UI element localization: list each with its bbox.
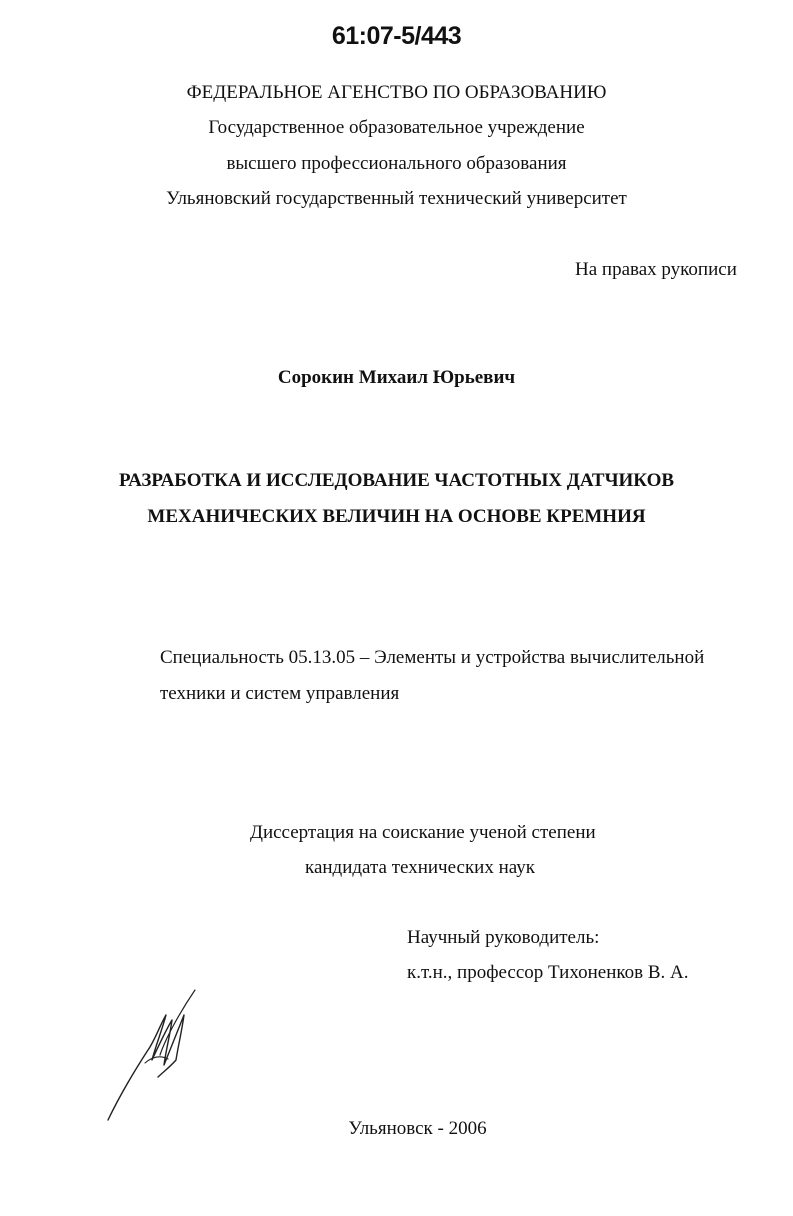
advisor-name: к.т.н., профессор Тихоненков В. А.: [407, 962, 689, 983]
thesis-title-line-2: МЕХАНИЧЕСКИХ ВЕЛИЧИН НА ОСНОВЕ КРЕМНИЯ: [147, 506, 646, 527]
agency-name: ФЕДЕРАЛЬНОЕ АГЕНСТВО ПО ОБРАЗОВАНИЮ: [186, 82, 607, 103]
university-name: Ульяновский государственный технический университет: [166, 188, 627, 209]
specialty-line-2: техники и систем управления: [160, 683, 400, 704]
signature-mark: [100, 985, 205, 1125]
city-year: Ульяновск - 2006: [348, 1118, 487, 1139]
author-name: Сорокин Михаил Юрьевич: [277, 367, 516, 388]
manuscript-rights-note: На правах рукописи: [575, 259, 737, 280]
thesis-title-line-1: РАЗРАБОТКА И ИССЛЕДОВАНИЕ ЧАСТОТНЫХ ДАТЧИКОВ: [118, 470, 675, 491]
degree-line-1: Диссертация на соискание ученой степени: [250, 822, 596, 843]
institution-line-2: высшего профессионального образования: [226, 153, 567, 174]
catalog-number: 61:07-5/443: [331, 22, 462, 50]
advisor-label: Научный руководитель:: [407, 927, 600, 948]
specialty-line-1: Специальность 05.13.05 – Элементы и устройства вычислительной: [160, 647, 705, 668]
institution-line-1: Государственное образовательное учреждение: [208, 117, 585, 138]
degree-line-2: кандидата технических наук: [305, 857, 535, 878]
